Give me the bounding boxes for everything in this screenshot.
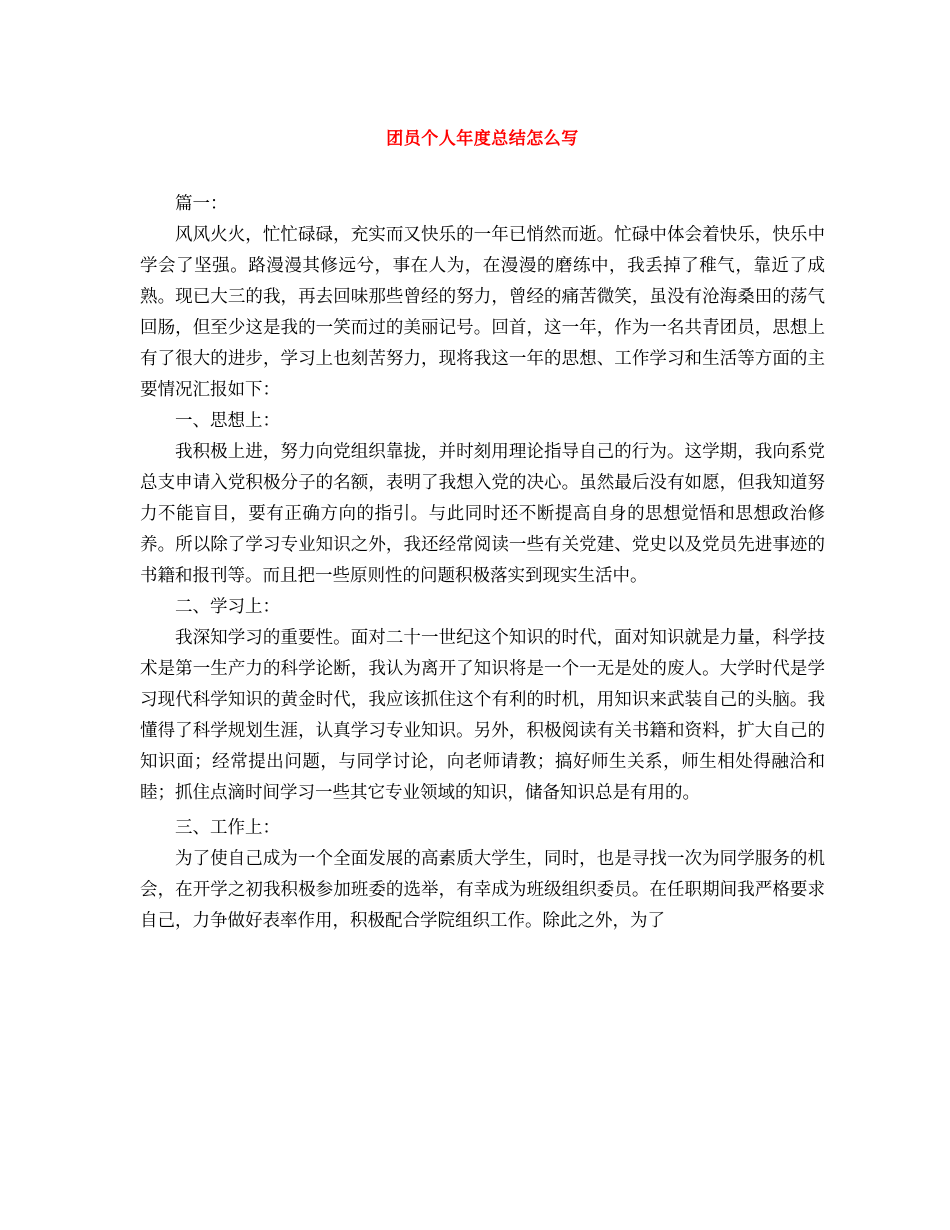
section-label: 篇一： bbox=[175, 194, 228, 214]
document-title: 团员个人年度总结怎么写 bbox=[386, 129, 579, 149]
section-heading-thought: 一、思想上： bbox=[175, 411, 280, 431]
intro-paragraph: 风风火火，忙忙碌碌，充实而又快乐的一年已悄然而逝。忙碌中体会着快乐，快乐中学会了坚强。路漫漫其修远兮，事在人为，在漫漫的磨练中，我丢掉了稚气，靠近了成熟。现已大三的我，再去回味那些曾经的努力，曾经的痛苦微笑，虽没有沧海桑田的荡气回肠，但至少这是我的一笑而过的美丽记号。回首，这一年，作为一名共青团员，思想上有了很大的进步，学习上也刻苦努力，现将我这一年的思想、工作学习和生活等方面的主要情况汇报如下： bbox=[140, 225, 825, 400]
section-paragraph-study: 我深知学习的重要性。面对二十一世纪这个知识的时代，面对知识就是力量，科学技术是第一生产力的科学论断，我认为离开了知识将是一个一无是处的废人。大学时代是学习现代科学知识的黄金时代，我应该抓住这个有利的时机，用知识来武装自己的头脑。我懂得了科学规划生涯，认真学习专业知识。另外，积极阅读有关书籍和资料，扩大自己的知识面；经常提出问题，与同学讨论，向老师请教；搞好师生关系，师生相处得融洽和睦；抓住点滴时间学习一些其它专业领域的知识，储备知识总是有用的。 bbox=[140, 628, 825, 803]
document-body bbox=[140, 189, 825, 937]
section-heading-study: 二、学习上： bbox=[175, 597, 280, 617]
section-paragraph-thought: 我积极上进，努力向党组织靠拢，并时刻用理论指导自己的行为。这学期，我向系党总支申请入党积极分子的名额，表明了我想入党的决心。虽然最后没有如愿，但我知道努力不能盲目，要有正确方向的指引。与此同时还不断提高自身的思想觉悟和思想政治修养。所以除了学习专业知识之外，我还经常阅读一些有关党建、党史以及党员先进事迹的书籍和报刊等。而且把一些原则性的问题积极落实到现实生活中。 bbox=[140, 442, 825, 586]
section-heading-work: 三、工作上： bbox=[175, 818, 280, 838]
section-paragraph-work: 为了使自己成为一个全面发展的高素质大学生，同时，也是寻找一次为同学服务的机会，在开学之初我积极参加班委的选举，有幸成为班级组织委员。在任职期间我严格要求自己，力争做好表率作用，积极配合学院组织工作。除此之外，为了 bbox=[140, 849, 825, 931]
